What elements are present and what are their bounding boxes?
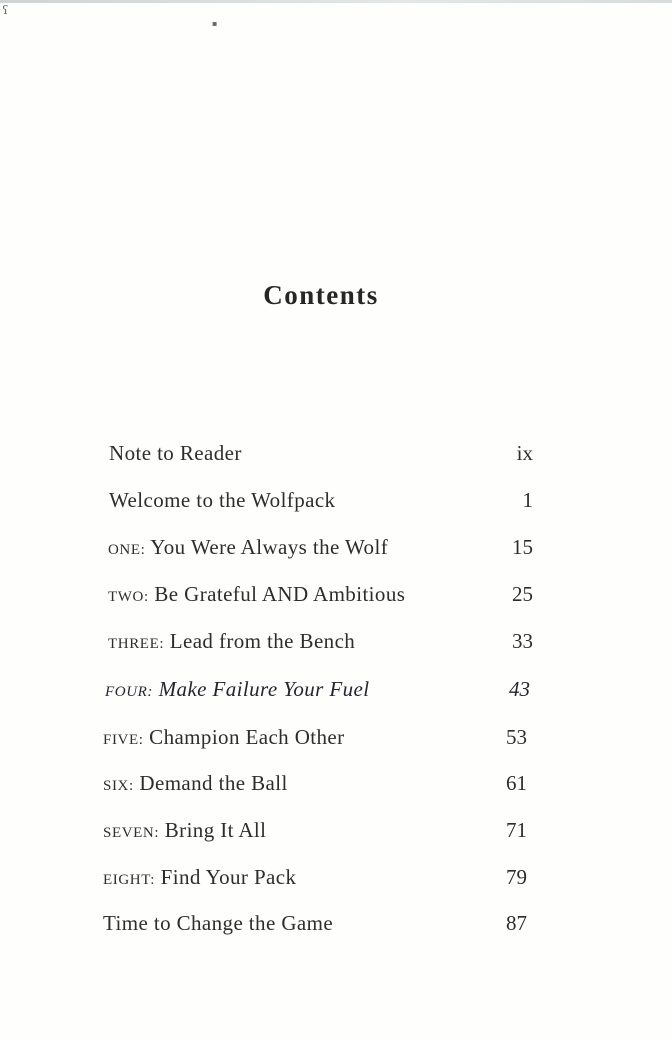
- toc-entry-label: FIVE: Champion Each Other: [103, 725, 345, 749]
- toc-entry-chapter-five: [103, 725, 527, 755]
- toc-entry-page: 1: [522, 488, 533, 512]
- toc-entry-page: 79: [506, 865, 527, 889]
- toc-entry-chapter-four: [105, 677, 530, 707]
- page-top-edge: [0, 0, 672, 3]
- toc-entry-page: 87: [506, 911, 527, 935]
- toc-entry-page: 61: [506, 771, 527, 795]
- toc-entry-page: 15: [512, 535, 533, 559]
- toc-entry-chapter-one: [108, 535, 533, 565]
- toc-entry-chapter-three: [108, 629, 533, 659]
- toc-entry-label: TWO: Be Grateful AND Ambitious: [108, 582, 406, 606]
- toc-entry-welcome: [109, 488, 533, 518]
- toc-entry-label: Welcome to the Wolfpack: [109, 488, 336, 512]
- page-title: Contents: [263, 280, 379, 310]
- toc-entry-note-to-reader: [109, 441, 533, 471]
- toc-entry-label: EIGHT: Find Your Pack: [103, 865, 297, 889]
- toc-entry-chapter-eight: [103, 865, 527, 895]
- toc-entry-label: SEVEN: Bring It All: [103, 818, 267, 842]
- toc-entry-chapter-six: [103, 771, 527, 801]
- toc-entry-label: Note to Reader: [109, 441, 242, 465]
- scan-speck: ▪: [212, 19, 218, 28]
- toc-entry-label: THREE: Lead from the Bench: [108, 629, 356, 653]
- toc-entry-page: 53: [506, 725, 527, 749]
- toc-entry-page: 43: [509, 677, 530, 701]
- toc-entry-time-to-change: [103, 911, 527, 941]
- toc-entry-label: ONE: You Were Always the Wolf: [108, 535, 389, 559]
- toc-entry-label: FOUR: Make Failure Your Fuel: [105, 677, 370, 701]
- toc-entry-page: ix: [516, 441, 533, 465]
- toc-entry-label: Time to Change the Game: [103, 911, 334, 935]
- scan-mark: ʕ: [2, 3, 9, 17]
- toc-entry-label: SIX: Demand the Ball: [103, 771, 288, 795]
- toc-entry-chapter-two: [108, 582, 533, 612]
- toc-entry-page: 33: [512, 629, 533, 653]
- toc-entry-page: 25: [512, 582, 533, 606]
- toc-entry-chapter-seven: [103, 818, 527, 848]
- toc-entry-page: 71: [506, 818, 527, 842]
